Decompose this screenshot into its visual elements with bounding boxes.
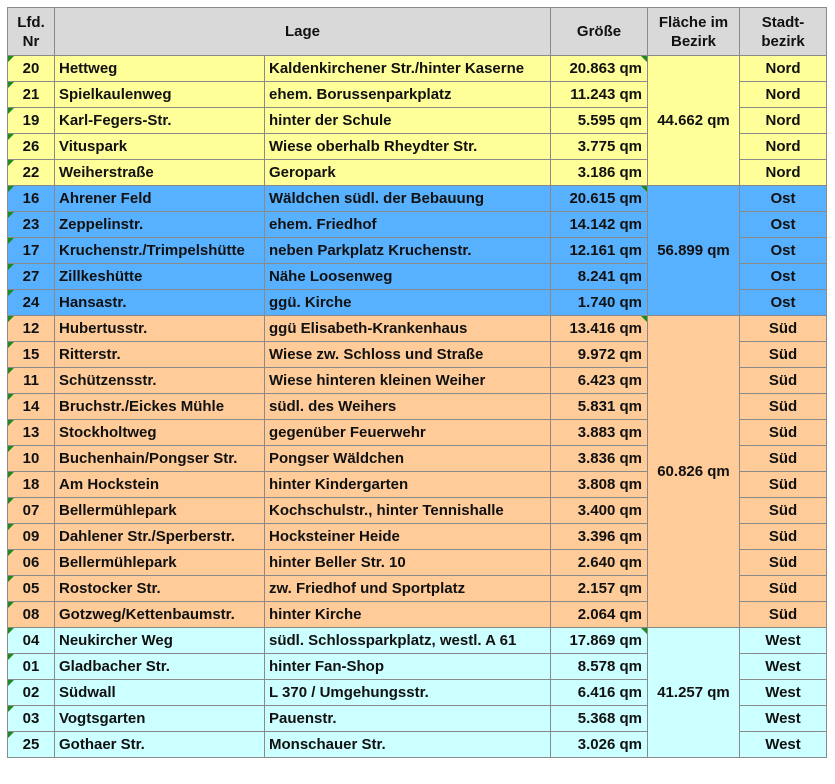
district-name: Nord xyxy=(740,160,827,186)
area-name: Südwall xyxy=(55,680,265,706)
area-size: 14.142 qm xyxy=(551,212,648,238)
area-size: 5.368 qm xyxy=(551,706,648,732)
area-name: Ritterstr. xyxy=(55,342,265,368)
district-name: Süd xyxy=(740,472,827,498)
district-name: Süd xyxy=(740,394,827,420)
row-number: 21 xyxy=(8,82,55,108)
area-name: Schützensstr. xyxy=(55,368,265,394)
district-name: Nord xyxy=(740,56,827,82)
table-row xyxy=(8,628,827,654)
district-name: Süd xyxy=(740,316,827,342)
area-location: gegenüber Feuerwehr xyxy=(265,420,551,446)
area-size: 13.416 qm xyxy=(551,316,648,342)
area-location: hinter Fan-Shop xyxy=(265,654,551,680)
area-location: Hocksteiner Heide xyxy=(265,524,551,550)
area-name: Vituspark xyxy=(55,134,265,160)
area-size: 2.640 qm xyxy=(551,550,648,576)
district-name: Ost xyxy=(740,186,827,212)
area-size: 2.064 qm xyxy=(551,602,648,628)
district-total: 60.826 qm xyxy=(648,316,740,628)
area-location: ggü Elisabeth-Krankenhaus xyxy=(265,316,551,342)
area-size: 2.157 qm xyxy=(551,576,648,602)
area-name: Hansastr. xyxy=(55,290,265,316)
area-name: Hubertusstr. xyxy=(55,316,265,342)
district-name: Süd xyxy=(740,602,827,628)
row-number: 26 xyxy=(8,134,55,160)
area-name: Buchenhain/Pongser Str. xyxy=(55,446,265,472)
row-number: 10 xyxy=(8,446,55,472)
area-name: Bellermühlepark xyxy=(55,498,265,524)
area-name: Dahlener Str./Sperberstr. xyxy=(55,524,265,550)
row-number: 15 xyxy=(8,342,55,368)
district-name: Ost xyxy=(740,264,827,290)
area-size: 12.161 qm xyxy=(551,238,648,264)
area-location: hinter Kindergarten xyxy=(265,472,551,498)
area-size: 3.026 qm xyxy=(551,732,648,758)
district-name: Süd xyxy=(740,576,827,602)
area-location: neben Parkplatz Kruchenstr. xyxy=(265,238,551,264)
row-number: 20 xyxy=(8,56,55,82)
area-location: zw. Friedhof und Sportplatz xyxy=(265,576,551,602)
area-name: Bruchstr./Eickes Mühle xyxy=(55,394,265,420)
row-number: 25 xyxy=(8,732,55,758)
header-row xyxy=(8,8,827,56)
area-size: 9.972 qm xyxy=(551,342,648,368)
district-name: Ost xyxy=(740,212,827,238)
row-number: 18 xyxy=(8,472,55,498)
row-number: 08 xyxy=(8,602,55,628)
row-number: 27 xyxy=(8,264,55,290)
district-name: West xyxy=(740,654,827,680)
area-size: 17.869 qm xyxy=(551,628,648,654)
area-size: 3.808 qm xyxy=(551,472,648,498)
district-name: Süd xyxy=(740,342,827,368)
area-size: 20.863 qm xyxy=(551,56,648,82)
row-number: 11 xyxy=(8,368,55,394)
header-district: Stadt- bezirk xyxy=(740,8,827,56)
row-number: 04 xyxy=(8,628,55,654)
header-size: Größe xyxy=(551,8,648,56)
row-number: 02 xyxy=(8,680,55,706)
area-location: ehem. Borussenparkplatz xyxy=(265,82,551,108)
row-number: 06 xyxy=(8,550,55,576)
district-name: Süd xyxy=(740,550,827,576)
area-size: 5.595 qm xyxy=(551,108,648,134)
area-name: Am Hockstein xyxy=(55,472,265,498)
area-location: Kochschulstr., hinter Tennishalle xyxy=(265,498,551,524)
green-areas-table xyxy=(7,7,827,758)
area-size: 20.615 qm xyxy=(551,186,648,212)
area-location: Nähe Loosenweg xyxy=(265,264,551,290)
area-size: 3.396 qm xyxy=(551,524,648,550)
row-number: 16 xyxy=(8,186,55,212)
table-body xyxy=(8,56,827,758)
area-name: Bellermühlepark xyxy=(55,550,265,576)
area-location: Kaldenkirchener Str./hinter Kaserne xyxy=(265,56,551,82)
area-name: Hettweg xyxy=(55,56,265,82)
district-total: 44.662 qm xyxy=(648,56,740,186)
row-number: 09 xyxy=(8,524,55,550)
area-size: 8.578 qm xyxy=(551,654,648,680)
header-lage: Lage xyxy=(55,8,551,56)
district-name: West xyxy=(740,732,827,758)
row-number: 12 xyxy=(8,316,55,342)
area-location: Pauenstr. xyxy=(265,706,551,732)
area-name: Stockholtweg xyxy=(55,420,265,446)
area-location: ehem. Friedhof xyxy=(265,212,551,238)
row-number: 23 xyxy=(8,212,55,238)
area-size: 8.241 qm xyxy=(551,264,648,290)
area-location: ggü. Kirche xyxy=(265,290,551,316)
row-number: 17 xyxy=(8,238,55,264)
district-name: West xyxy=(740,706,827,732)
area-name: Neukircher Weg xyxy=(55,628,265,654)
area-name: Gotzweg/Kettenbaumstr. xyxy=(55,602,265,628)
area-name: Vogtsgarten xyxy=(55,706,265,732)
area-name: Spielkaulenweg xyxy=(55,82,265,108)
area-name: Ahrener Feld xyxy=(55,186,265,212)
header-area: Fläche im Bezirk xyxy=(648,8,740,56)
area-name: Kruchenstr./Trimpelshütte xyxy=(55,238,265,264)
district-name: Süd xyxy=(740,420,827,446)
row-number: 13 xyxy=(8,420,55,446)
table-row xyxy=(8,316,827,342)
area-name: Zeppelinstr. xyxy=(55,212,265,238)
district-name: Süd xyxy=(740,524,827,550)
area-location: hinter der Schule xyxy=(265,108,551,134)
row-number: 01 xyxy=(8,654,55,680)
district-total: 56.899 qm xyxy=(648,186,740,316)
area-location: Pongser Wäldchen xyxy=(265,446,551,472)
row-number: 22 xyxy=(8,160,55,186)
row-number: 19 xyxy=(8,108,55,134)
area-size: 5.831 qm xyxy=(551,394,648,420)
area-size: 3.186 qm xyxy=(551,160,648,186)
area-location: südl. des Weihers xyxy=(265,394,551,420)
area-location: Wiese zw. Schloss und Straße xyxy=(265,342,551,368)
area-name: Weiherstraße xyxy=(55,160,265,186)
area-name: Karl-Fegers-Str. xyxy=(55,108,265,134)
area-location: hinter Kirche xyxy=(265,602,551,628)
district-name: Süd xyxy=(740,498,827,524)
area-location: Wiese oberhalb Rheydter Str. xyxy=(265,134,551,160)
district-total: 41.257 qm xyxy=(648,628,740,758)
row-number: 07 xyxy=(8,498,55,524)
row-number: 05 xyxy=(8,576,55,602)
table-row xyxy=(8,186,827,212)
area-location: Wiese hinteren kleinen Weiher xyxy=(265,368,551,394)
district-name: Nord xyxy=(740,82,827,108)
area-location: Monschauer Str. xyxy=(265,732,551,758)
area-size: 3.883 qm xyxy=(551,420,648,446)
area-location: L 370 / Umgehungsstr. xyxy=(265,680,551,706)
table-row xyxy=(8,56,827,82)
row-number: 03 xyxy=(8,706,55,732)
district-name: Süd xyxy=(740,368,827,394)
area-size: 3.400 qm xyxy=(551,498,648,524)
area-size: 3.836 qm xyxy=(551,446,648,472)
district-name: West xyxy=(740,628,827,654)
area-size: 11.243 qm xyxy=(551,82,648,108)
header-nr: Lfd. Nr xyxy=(8,8,55,56)
district-name: Ost xyxy=(740,290,827,316)
area-location: Wäldchen südl. der Bebauung xyxy=(265,186,551,212)
district-name: Ost xyxy=(740,238,827,264)
area-name: Zillkeshütte xyxy=(55,264,265,290)
area-location: Geropark xyxy=(265,160,551,186)
area-location: hinter Beller Str. 10 xyxy=(265,550,551,576)
district-name: Nord xyxy=(740,108,827,134)
area-name: Gladbacher Str. xyxy=(55,654,265,680)
area-size: 3.775 qm xyxy=(551,134,648,160)
row-number: 14 xyxy=(8,394,55,420)
area-size: 6.423 qm xyxy=(551,368,648,394)
district-name: Nord xyxy=(740,134,827,160)
area-size: 1.740 qm xyxy=(551,290,648,316)
area-name: Rostocker Str. xyxy=(55,576,265,602)
area-size: 6.416 qm xyxy=(551,680,648,706)
district-name: Süd xyxy=(740,446,827,472)
district-name: West xyxy=(740,680,827,706)
area-location: südl. Schlossparkplatz, westl. A 61 xyxy=(265,628,551,654)
area-name: Gothaer Str. xyxy=(55,732,265,758)
row-number: 24 xyxy=(8,290,55,316)
